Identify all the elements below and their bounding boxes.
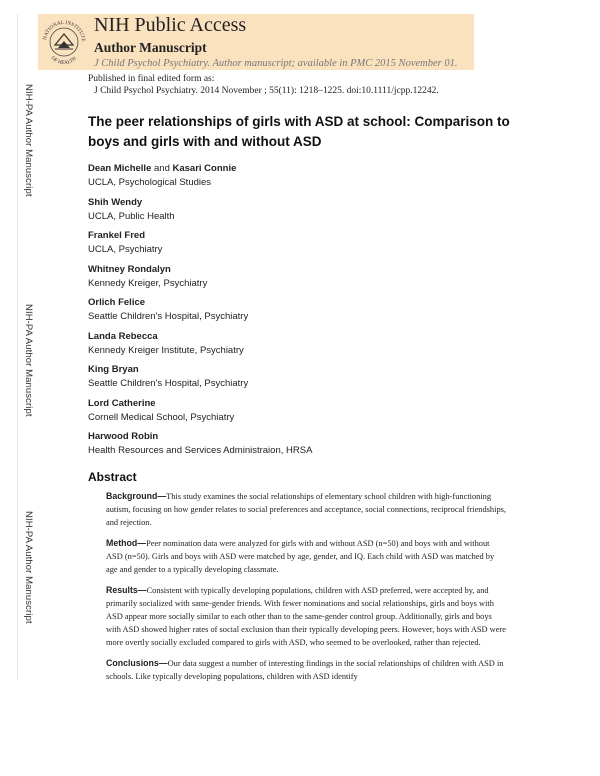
sidebar-label: NIH-PA Author Manuscript	[23, 511, 34, 624]
header-availability-note: J Child Psychol Psychiatry. Author manuscript; available in PMC 2015 November 01.	[94, 58, 458, 69]
section-text: This study examines the social relationships of elementary school children with high-functioning autism, focusing on how gender relates to social preferences and acceptance, social connections, reciprocal friendships, and rejection.	[106, 492, 506, 527]
paper-title: The peer relationships of girls with ASD at school: Comparison to boys and girls with and without ASD	[88, 114, 510, 149]
citation: J Child Psychol Psychiatry. 2014 November ; 55(11): 1218–1225. doi:10.1111/jcpp.12242.	[94, 86, 439, 96]
nih-logo-icon	[38, 14, 90, 70]
author-affiliation: Kennedy Kreiger Institute, Psychiatry	[88, 344, 244, 356]
author-name: King Bryan	[88, 364, 139, 375]
author-entry	[88, 330, 508, 364]
author-name: Frankel Fred	[88, 230, 146, 241]
author-entry	[88, 430, 508, 464]
logo-text-top: NATIONAL INSTITUTE	[42, 19, 87, 42]
author-affiliation: Seattle Children's Hospital, Psychiatry	[88, 378, 249, 389]
abstract-conclusions	[106, 657, 506, 683]
section-label: Conclusions—	[106, 658, 168, 668]
author-name: Landa Rebecca	[88, 330, 158, 342]
abstract-results	[106, 584, 506, 649]
section-text: Peer nomination data were analyzed for girls with and without ASD (n=50) and boys with and without ASD (n=50). Girls and boys with ASD were matched by age, gender, and IQ. Each child with ASD was matched by age and gender to a typically developing classmate.	[106, 539, 495, 574]
abstract-body	[106, 490, 506, 691]
author-affiliation: Kennedy Kreiger, Psychiatry	[88, 277, 208, 289]
author-entry	[88, 196, 508, 230]
abstract-method	[106, 537, 506, 576]
sidebar-label: NIH-PA Author Manuscript	[23, 84, 34, 197]
author-name: Orlich Felice	[88, 297, 146, 308]
author-affiliation: UCLA, Psychological Studies	[88, 177, 212, 188]
author-affiliation: Health Resources and Services Administraion, HRSA	[88, 445, 313, 456]
author-affiliation: UCLA, Psychiatry	[88, 244, 163, 255]
nih-header-banner	[38, 14, 474, 70]
author-entry	[88, 397, 508, 431]
sidebar-label: NIH-PA Author Manuscript	[23, 304, 34, 417]
author-name: Harwood Robin	[88, 431, 159, 442]
section-text: Consistent with typically developing populations, children with ASD preferred, were accepted by, and primarily socialized with same-gender friends. With fewer nominations and social relationships, girls and boys with ASD appear more socially similar to each other than to the same-gender control group. Additionally, girls and boys with ASD showed higher rates of social exclusion than their typically developing peers. However, boys with ASD were more overtly socially excluded compared to girls with ASD, who seemed to be overlooked, rather than rejected.	[106, 586, 506, 647]
section-label: Method—	[106, 538, 147, 548]
author-affiliation: UCLA, Public Health	[88, 210, 175, 222]
left-sidebar	[17, 14, 34, 680]
section-text: Our data suggest a number of interesting findings in the social relationships of children with ASD in schools. Like typically developing populations, children with ASD identify	[106, 659, 504, 681]
author-entry	[88, 363, 508, 397]
section-label: Background—	[106, 491, 167, 501]
author-entry	[88, 162, 508, 196]
published-label: Published in final edited form as:	[88, 74, 215, 84]
author-affiliation: Cornell Medical School, Psychiatry	[88, 411, 235, 423]
author-list	[88, 162, 508, 464]
author-entry	[88, 229, 508, 263]
author-entry	[88, 263, 508, 297]
header-subtitle: Author Manuscript	[94, 40, 207, 55]
author-name: Shih Wendy	[88, 196, 143, 208]
section-label: Results—	[106, 585, 147, 595]
author-name: Lord Catherine	[88, 397, 156, 409]
author-name: Dean Michelle and Kasari Connie	[88, 163, 237, 174]
header-title: NIH Public Access	[94, 14, 247, 36]
author-entry	[88, 296, 508, 330]
abstract-background	[106, 490, 506, 529]
abstract-heading: Abstract	[88, 470, 137, 484]
author-name: Whitney Rondalyn	[88, 263, 171, 275]
logo-text-bottom: OF HEALTH	[49, 55, 78, 67]
author-affiliation: Seattle Children's Hospital, Psychiatry	[88, 311, 249, 322]
